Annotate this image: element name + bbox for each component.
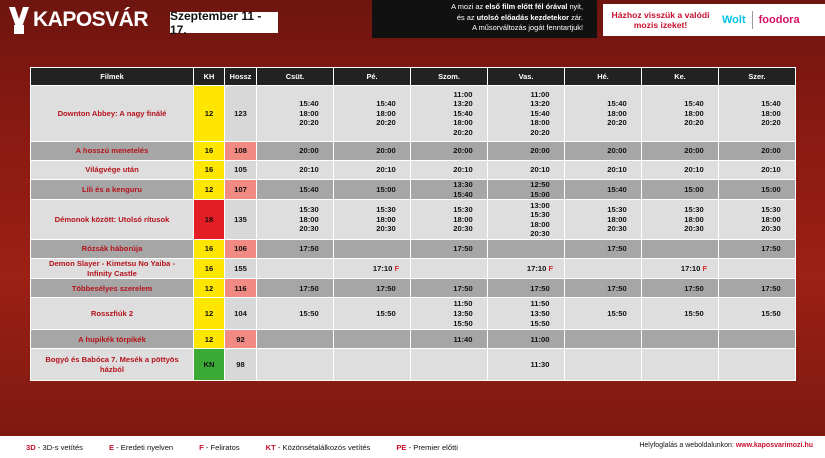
showtime[interactable]: 15:40 [299, 99, 319, 109]
age-rating: 12 [194, 86, 225, 142]
showtime[interactable]: 18:00 [684, 214, 704, 224]
showtimes-cell [257, 298, 334, 330]
showtimes-cell [257, 180, 334, 200]
showtime[interactable]: 11:00 [530, 334, 550, 344]
showtimes-cell [334, 349, 411, 381]
showtime[interactable]: 18:00 [530, 118, 550, 128]
showtime[interactable]: 20:20 [607, 118, 627, 128]
showtimes-cell [334, 161, 411, 180]
showtimes-cell [334, 180, 411, 200]
showtime[interactable]: 18:00 [684, 108, 704, 118]
showtime[interactable]: 18:00 [530, 219, 550, 229]
showtime[interactable]: 20:30 [761, 224, 781, 234]
showtime[interactable]: 17:50 [761, 283, 781, 293]
showtime[interactable]: 20:10 [453, 165, 473, 175]
showtime[interactable]: 17:50 [453, 283, 473, 293]
showtime[interactable]: 20:30 [453, 224, 473, 234]
column-header: Szom. [411, 68, 488, 86]
showtime[interactable]: 20:20 [376, 118, 396, 128]
delivery-text: Házhoz visszük a valódi mozis izeket! [611, 10, 710, 30]
showtime[interactable]: 20:00 [376, 146, 396, 156]
showtimes-cell [565, 240, 642, 259]
legend-item: PE - Premier előtti [396, 442, 458, 452]
showtimes-cell [334, 298, 411, 330]
showtime[interactable]: 18:00 [376, 108, 396, 118]
showtimes-cell [565, 349, 642, 381]
showtimes-cell [565, 330, 642, 349]
showtime[interactable]: 17:50 [530, 283, 550, 293]
foodora-logo[interactable]: foodora [758, 14, 800, 26]
film-title[interactable]: A hosszú menetelés [31, 142, 194, 161]
showtimes-cell [334, 240, 411, 259]
showtime[interactable]: 15:30 [761, 205, 781, 215]
showtime[interactable]: 20:10 [299, 165, 319, 175]
film-length: 106 [225, 240, 257, 259]
age-rating: 18 [194, 200, 225, 240]
film-row[interactable] [31, 86, 796, 142]
showtimes-cell [257, 200, 334, 240]
column-header: Vas. [488, 68, 565, 86]
film-length: 105 [225, 161, 257, 180]
logo-text: KAPOSVÁR [33, 8, 149, 31]
showtime[interactable]: 15:30 [607, 205, 627, 215]
showtimes-cell [565, 200, 642, 240]
film-length: 108 [225, 142, 257, 161]
showtime[interactable]: 15:40 [453, 189, 473, 199]
film-title[interactable]: Rózsák háborúja [31, 240, 194, 259]
showtime[interactable]: 11:50 [530, 299, 550, 309]
showtimes-cell [719, 330, 796, 349]
showtime[interactable]: 20:20 [530, 127, 550, 137]
showtime[interactable]: 20:20 [299, 118, 319, 128]
header-row [31, 68, 796, 86]
showtime[interactable]: 20:00 [607, 146, 627, 156]
showtime[interactable]: 20:20 [453, 127, 473, 137]
showtime[interactable]: 17:50 [684, 283, 704, 293]
legend-item: F - Feliratos [199, 442, 240, 452]
film-row[interactable] [31, 200, 796, 240]
showtime[interactable]: 18:00 [607, 108, 627, 118]
age-rating: 12 [194, 330, 225, 349]
showtimes-cell [488, 298, 565, 330]
showtimes-cell [719, 142, 796, 161]
showtime[interactable]: 18:00 [299, 108, 319, 118]
film-title[interactable]: Rosszfiúk 2 [31, 298, 194, 330]
showtime[interactable]: 17:10 F [680, 263, 708, 273]
showtimes-cell [565, 298, 642, 330]
showtime[interactable]: 17:50 [607, 283, 627, 293]
showtime[interactable]: 15:50 [453, 318, 473, 328]
showtimes-cell [565, 161, 642, 180]
showtime[interactable]: 17:50 [299, 244, 319, 254]
showtime[interactable]: 13:20 [453, 99, 473, 109]
showtimes-cell [488, 240, 565, 259]
showtime[interactable]: 15:40 [684, 99, 704, 109]
age-rating: KN [194, 349, 225, 381]
showtimes-cell [565, 259, 642, 279]
showtimes-cell [642, 200, 719, 240]
showtime[interactable]: 17:50 [376, 283, 396, 293]
column-header: Szer. [719, 68, 796, 86]
showtimes-cell [257, 330, 334, 349]
showtimes-cell [334, 259, 411, 279]
showtimes-cell [719, 200, 796, 240]
showtime[interactable]: 18:00 [453, 118, 473, 128]
showtime[interactable]: 20:10 [607, 165, 627, 175]
showtimes-cell [411, 86, 488, 142]
legend-item: E - Eredeti nyelven [108, 442, 174, 452]
showtime[interactable]: 15:50 [530, 318, 550, 328]
showtime[interactable]: 17:10 F [372, 263, 400, 273]
showtime[interactable]: 20:30 [376, 224, 396, 234]
footer-legend [0, 436, 825, 458]
hand-logo-icon [6, 5, 32, 35]
film-row[interactable] [31, 161, 796, 180]
showtime[interactable]: 18:00 [607, 214, 627, 224]
showtimes-cell [411, 142, 488, 161]
age-rating: 12 [194, 180, 225, 200]
showtimes-cell [642, 349, 719, 381]
booking-info: Helyfoglalás a weboldalunkon: www.kaposvarimozi.hu [639, 442, 813, 449]
showtimes-cell [488, 161, 565, 180]
showtime[interactable]: 20:20 [684, 118, 704, 128]
film-row[interactable] [31, 330, 796, 349]
showtimes-cell [719, 279, 796, 298]
showtimes-cell [719, 298, 796, 330]
showtimes-cell [257, 279, 334, 298]
showtimes-cell [565, 180, 642, 200]
showtimes-cell [565, 142, 642, 161]
showtimes-cell [257, 240, 334, 259]
showtime[interactable]: 20:00 [761, 146, 781, 156]
showtime[interactable]: 11:00 [530, 89, 550, 99]
showtime[interactable]: 13:00 [530, 200, 550, 210]
film-length: 123 [225, 86, 257, 142]
film-row[interactable] [31, 180, 796, 200]
film-row[interactable] [31, 298, 796, 330]
column-header: Filmek [31, 68, 194, 86]
showtimes-cell [642, 86, 719, 142]
showtimes-cell [488, 86, 565, 142]
showtime[interactable]: 15:30 [299, 205, 319, 215]
showtime[interactable]: 15:40 [607, 184, 627, 194]
film-length: 92 [225, 330, 257, 349]
film-length: 116 [225, 279, 257, 298]
column-header: Pé. [334, 68, 411, 86]
showtimes-cell [334, 200, 411, 240]
showtime[interactable]: 13:20 [530, 99, 550, 109]
showtime[interactable]: 12:50 [530, 180, 550, 189]
showtimes-cell [334, 330, 411, 349]
showtime[interactable]: 18:00 [761, 108, 781, 118]
film-row[interactable] [31, 279, 796, 298]
film-row[interactable] [31, 142, 796, 161]
age-rating: 16 [194, 240, 225, 259]
showtimes-cell [257, 142, 334, 161]
showtime[interactable]: 20:10 [684, 165, 704, 175]
showtime[interactable]: 20:30 [684, 224, 704, 234]
film-title[interactable]: Démonok között: Utolsó rítusok [31, 200, 194, 240]
showtimes-cell [411, 240, 488, 259]
showtime[interactable]: 20:00 [530, 146, 550, 156]
showtimes-cell [257, 161, 334, 180]
legend-item: 3D - 3D-s vetítés [26, 442, 83, 452]
showtimes-cell [411, 330, 488, 349]
showtime[interactable]: 13:30 [453, 180, 473, 189]
showtimes-cell [257, 86, 334, 142]
showtime[interactable]: 17:50 [299, 283, 319, 293]
showtime[interactable]: 15:40 [299, 184, 319, 194]
week-range: Szeptember 11 - 17. [170, 12, 278, 33]
age-rating: 16 [194, 161, 225, 180]
showtime[interactable]: 15:30 [376, 205, 396, 215]
showtime[interactable]: 20:10 [761, 165, 781, 175]
film-length: 155 [225, 259, 257, 279]
film-length: 104 [225, 298, 257, 330]
showtime[interactable]: 15:00 [376, 184, 396, 194]
showtimes-cell [334, 142, 411, 161]
showtime[interactable]: 15:30 [684, 205, 704, 215]
showtime[interactable]: 15:40 [530, 108, 550, 118]
film-title[interactable]: Demon Slayer - Kimetsu No Yaiba - Infinity Castle [31, 259, 194, 279]
showtimes-cell [719, 161, 796, 180]
showtime[interactable]: 20:30 [607, 224, 627, 234]
showtime[interactable]: 11:40 [453, 334, 473, 344]
showtimes-cell [488, 259, 565, 279]
showtimes-cell [719, 240, 796, 259]
showtimes-cell [642, 240, 719, 259]
film-title[interactable]: Többesélyes szerelem [31, 279, 194, 298]
showtime[interactable]: 17:50 [761, 244, 781, 254]
film-row[interactable] [31, 259, 796, 279]
showtime[interactable]: 15:30 [530, 210, 550, 220]
showtime[interactable]: 18:00 [299, 214, 319, 224]
showtime[interactable]: 13:50 [453, 309, 473, 319]
film-length: 98 [225, 349, 257, 381]
showtimes-cell [411, 259, 488, 279]
showtimes-cell [411, 200, 488, 240]
showtime[interactable]: 11:30 [530, 360, 550, 370]
showtime[interactable]: 15:00 [761, 184, 781, 194]
legend-item: KT - Közönsétalálkozós vetítés [265, 442, 371, 452]
showtimes-cell [411, 349, 488, 381]
showtime[interactable]: 15:50 [299, 309, 319, 319]
showtime[interactable]: 15:50 [761, 309, 781, 319]
divider [752, 11, 753, 29]
showtime[interactable]: 15:40 [761, 99, 781, 109]
showtime[interactable]: 20:30 [530, 229, 550, 239]
column-header: Hé. [565, 68, 642, 86]
showtime[interactable]: 20:10 [376, 165, 396, 175]
column-header: Hossz [225, 68, 257, 86]
showtimes-cell [334, 279, 411, 298]
film-row[interactable] [31, 240, 796, 259]
showtime[interactable]: 20:00 [684, 146, 704, 156]
showtimes-cell [719, 349, 796, 381]
film-title[interactable]: A hupikék törpikék [31, 330, 194, 349]
showtime[interactable]: 15:40 [453, 108, 473, 118]
film-length: 107 [225, 180, 257, 200]
schedule-table [30, 67, 796, 381]
showtimes-cell [488, 279, 565, 298]
film-title[interactable]: Bogyó és Babóca 7. Mesék a pöttyös házból [31, 349, 194, 381]
showtime[interactable]: 15:50 [376, 309, 396, 319]
showtimes-cell [719, 259, 796, 279]
film-row[interactable] [31, 349, 796, 381]
showtime[interactable]: 13:50 [530, 309, 550, 319]
booking-link[interactable]: www.kaposvarimozi.hu [735, 442, 813, 449]
showtimes-cell [565, 279, 642, 298]
showtime[interactable]: 20:30 [299, 224, 319, 234]
showtimes-cell [642, 161, 719, 180]
showtime[interactable]: 15:40 [607, 99, 627, 109]
showtimes-cell [411, 161, 488, 180]
showtime[interactable]: 15:00 [530, 189, 550, 199]
showtime[interactable]: 20:00 [453, 146, 473, 156]
showtime[interactable]: 20:20 [761, 118, 781, 128]
showtime[interactable]: 17:10 F [526, 263, 554, 273]
showtimes-cell [642, 259, 719, 279]
showtime[interactable]: 18:00 [376, 214, 396, 224]
showtimes-cell [642, 330, 719, 349]
showtimes-cell [642, 298, 719, 330]
showtimes-cell [488, 200, 565, 240]
showtimes-cell [488, 142, 565, 161]
showtime[interactable]: 11:00 [453, 89, 473, 99]
delivery-banner[interactable] [603, 4, 825, 36]
showtime[interactable]: 17:50 [453, 244, 473, 254]
showtimes-cell [411, 298, 488, 330]
showtimes-cell [719, 180, 796, 200]
age-rating: 16 [194, 259, 225, 279]
cinema-logo[interactable] [6, 4, 148, 36]
showtimes-cell [411, 180, 488, 200]
showtime[interactable]: 17:50 [607, 244, 627, 254]
age-rating: 12 [194, 279, 225, 298]
showtime[interactable]: 18:00 [761, 214, 781, 224]
wolt-logo[interactable]: Wolt [722, 14, 746, 26]
column-header: KH [194, 68, 225, 86]
age-rating: 16 [194, 142, 225, 161]
showtimes-cell [257, 259, 334, 279]
showtimes-cell [642, 180, 719, 200]
showtimes-cell [642, 142, 719, 161]
film-title[interactable]: Világvége után [31, 161, 194, 180]
showtime[interactable]: 15:40 [376, 99, 396, 109]
showtime[interactable]: 20:00 [299, 146, 319, 156]
showtimes-cell [334, 86, 411, 142]
film-title[interactable]: Lili és a kenguru [31, 180, 194, 200]
showtimes-cell [257, 349, 334, 381]
top-bar [0, 0, 825, 40]
showtime[interactable]: 15:00 [684, 184, 704, 194]
showtimes-cell [719, 86, 796, 142]
showtimes-cell [642, 279, 719, 298]
showtimes-cell [488, 349, 565, 381]
showtimes-cell [488, 180, 565, 200]
showtime[interactable]: 18:00 [453, 214, 473, 224]
showtime[interactable]: 15:50 [684, 309, 704, 319]
age-rating: 12 [194, 298, 225, 330]
showtime[interactable]: 15:50 [607, 309, 627, 319]
showtime[interactable]: 15:30 [453, 205, 473, 215]
showtimes-cell [411, 279, 488, 298]
showtime[interactable]: 20:10 [530, 165, 550, 175]
column-header: Csüt. [257, 68, 334, 86]
film-length: 135 [225, 200, 257, 240]
showtimes-cell [565, 86, 642, 142]
opening-notice: A mozi az első film előtt fél órával nyit, és az utolsó előadás kezdetekor zár. A műsorváltozás jogát fenntartjuk! [372, 0, 597, 38]
column-header: Ke. [642, 68, 719, 86]
film-title[interactable]: Downton Abbey: A nagy finálé [31, 86, 194, 142]
showtime[interactable]: 11:50 [453, 299, 473, 309]
showtimes-cell [488, 330, 565, 349]
